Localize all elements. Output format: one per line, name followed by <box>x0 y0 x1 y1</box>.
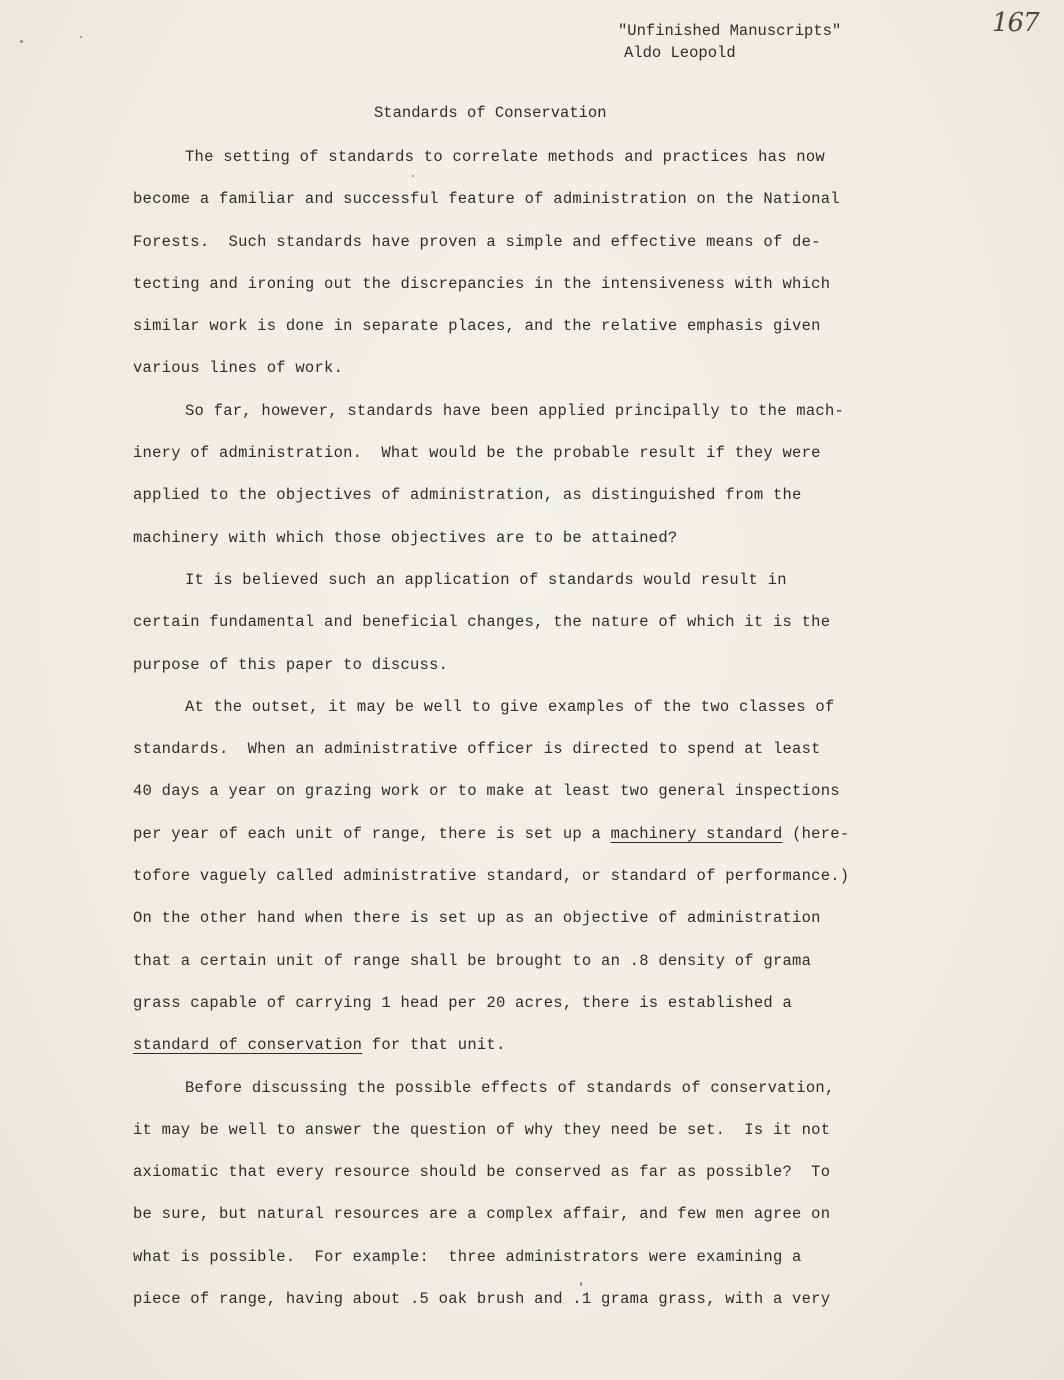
paper-speck <box>412 175 414 177</box>
paper-speck <box>80 36 82 38</box>
underlined-term-machinery-standard: machinery standard <box>610 824 783 843</box>
text-line: it may be well to answer the question of why they need be set. Is it not <box>133 1120 831 1139</box>
text-line: become a familiar and successful feature of administration on the National <box>133 190 840 209</box>
text-line: machinery with which those objectives are to be attained? <box>133 528 678 547</box>
text-line: tecting and ironing out the discrepancies in the intensiveness with which <box>133 274 831 293</box>
body-text <box>133 146 933 1330</box>
collection-title: "Unfinished Manuscripts" <box>618 22 842 40</box>
text-line: various lines of work. <box>133 359 344 378</box>
text-line: Before discussing the possible effects of standards of conservation, <box>185 1078 835 1097</box>
text-line: grass capable of carrying 1 head per 20 acres, there is established a <box>133 993 793 1012</box>
text-line: be sure, but natural resources are a complex affair, and few men agree on <box>133 1205 831 1224</box>
text-line: On the other hand when there is set up as an objective of administration <box>133 909 821 928</box>
text-line: that a certain unit of range shall be brought to an .8 density of grama <box>133 951 812 970</box>
page-number: 167 <box>992 8 1039 38</box>
author-name: Aldo Leopold <box>624 44 736 62</box>
underlined-term-standard-of-conservation: standard of conservation <box>133 1036 363 1055</box>
text-line: standards. When an administrative officer is directed to spend at least <box>133 740 821 759</box>
text-line: At the outset, it may be well to give examples of the two classes of <box>185 697 835 716</box>
document-title: Standards of Conservation <box>374 104 607 122</box>
text-line: It is believed such an application of standards would result in <box>185 570 787 589</box>
text-line: similar work is done in separate places, and the relative emphasis given <box>133 317 821 336</box>
text-segment: per year of each unit of range, there is set up a <box>133 824 611 843</box>
paper-speck <box>20 40 23 43</box>
text-segment: for that unit. <box>362 1036 506 1055</box>
text-line <box>133 1034 933 1076</box>
text-line: Forests. Such standards have proven a simple and effective means of de- <box>133 232 821 251</box>
text-line: tofore vaguely called administrative standard, or standard of performance.) <box>133 867 850 886</box>
text-line: purpose of this paper to discuss. <box>133 655 449 674</box>
text-segment: (here- <box>782 824 850 843</box>
text-line: inery of administration. What would be the probable result if they were <box>133 444 821 463</box>
paper-speck <box>580 1282 582 1286</box>
text-line: piece of range, having about .5 oak brush and .1 grama grass, with a very <box>133 1290 831 1309</box>
text-line: certain fundamental and beneficial changes, the nature of which it is the <box>133 613 831 632</box>
manuscript-header <box>618 20 841 64</box>
text-line: axiomatic that every resource should be conserved as far as possible? To <box>133 1163 831 1182</box>
text-line: The setting of standards to correlate methods and practices has now <box>185 148 825 166</box>
text-line: applied to the objectives of administration, as distinguished from the <box>133 486 802 505</box>
text-line: 40 days a year on grazing work or to make at least two general inspections <box>133 782 840 801</box>
text-line: So far, however, standards have been applied principally to the mach- <box>185 401 845 420</box>
text-line: what is possible. For example: three administrators were examining a <box>133 1247 802 1266</box>
text-line <box>133 823 933 865</box>
